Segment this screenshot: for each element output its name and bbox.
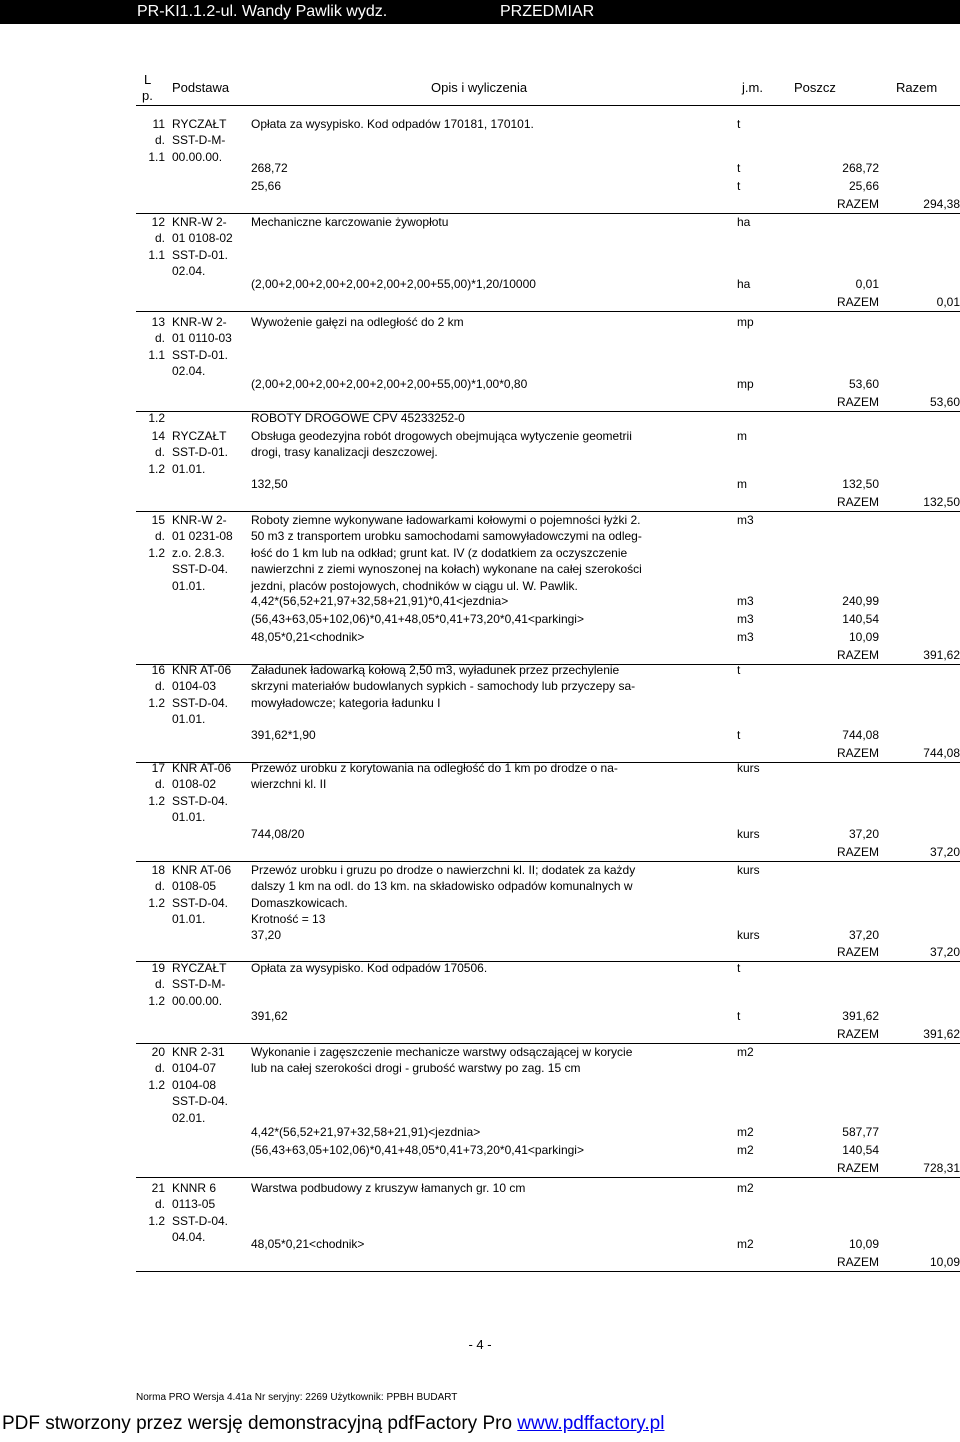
- razem-total: 53,60: [929, 395, 960, 409]
- item-basis: KNR-W 2-: [172, 513, 227, 527]
- item-basis: 01.01.: [172, 578, 206, 593]
- pdf-footer: [2, 1413, 664, 1435]
- item-description: Warstwa podbudowy z kruszyw łamanych gr. 10 cm: [251, 1181, 526, 1195]
- header-project: PR-KI1.1.2-ul. Wandy Pawlik wydz.: [137, 3, 388, 20]
- calc-unit: mp: [737, 377, 754, 391]
- item-basis: 0108-05: [172, 879, 217, 894]
- item-description: jezdni, placów postojowych, chodników w ciągu ul. W. Pawlik.: [251, 578, 578, 593]
- razem-row: [136, 1160, 960, 1176]
- table-row: [136, 512, 960, 528]
- item-description: Opłata za wysypisko. Kod odpadów 170181, 170101.: [251, 117, 534, 131]
- calc-row: [136, 826, 960, 842]
- razem-total: 132,50: [923, 495, 960, 509]
- table-row: [136, 862, 960, 878]
- item-number: d.: [154, 331, 165, 346]
- col-total: Razem: [896, 80, 938, 95]
- razem-row: [136, 745, 960, 761]
- razem-row: [136, 647, 960, 663]
- item-basis: 00.00.00.: [172, 993, 223, 1008]
- calc-expression: 37,20: [251, 928, 282, 942]
- cost-table: [136, 72, 960, 1269]
- column-header: [136, 72, 960, 106]
- calc-unit: kurs: [737, 827, 760, 841]
- item-basis: KNR 2-31: [172, 1045, 225, 1059]
- table-row: [136, 878, 960, 894]
- item-description: mowyładowcze; kategoria ładunku I: [251, 695, 441, 710]
- item-basis: z.o. 2.8.3.: [172, 545, 225, 560]
- item-basis: KNR AT-06: [172, 761, 232, 775]
- razem-label: RAZEM: [837, 1255, 879, 1269]
- table-row: [136, 314, 960, 330]
- item-basis: KNR AT-06: [172, 663, 232, 677]
- calc-quantity: 37,20: [848, 928, 879, 942]
- calc-row: [136, 727, 960, 743]
- item-basis: KNR-W 2-: [172, 315, 227, 329]
- calc-unit: m3: [737, 630, 754, 644]
- calc-row: [136, 476, 960, 492]
- calc-quantity: 240,99: [842, 594, 879, 608]
- table-row: [136, 678, 960, 694]
- table-row: [136, 230, 960, 246]
- item-unit: t: [737, 117, 741, 131]
- table-row: [136, 662, 960, 678]
- item-description: Roboty ziemne wykonywane ładowarkami kołowymi o pojemności łyżki 2.: [251, 513, 641, 527]
- item-description: skrzyni materiałów budowlanych sypkich - samochody lub przyczepy sa-: [251, 679, 636, 694]
- item-basis: RYCZAŁT: [172, 117, 227, 131]
- calc-quantity: 25,66: [848, 179, 879, 193]
- razem-row: [136, 844, 960, 860]
- calc-row: [136, 178, 960, 194]
- calc-expression: (2,00+2,00+2,00+2,00+2,00+2,00+55,00)*1,20/10000: [251, 277, 536, 291]
- item-unit: kurs: [737, 761, 760, 775]
- item-basis: SST-D-04.: [172, 1094, 229, 1109]
- razem-row: [136, 196, 960, 212]
- calc-unit: m2: [737, 1143, 754, 1157]
- razem-row: [136, 944, 960, 960]
- item-description: Mechaniczne karczowanie żywopłotu: [251, 215, 449, 229]
- item-number: d.: [154, 1061, 165, 1076]
- row-divider: [136, 1271, 960, 1272]
- table-row: [136, 1077, 960, 1093]
- calc-row: [136, 1124, 960, 1140]
- item-number: 1.1: [148, 149, 165, 164]
- table-row: [136, 214, 960, 230]
- item-number: 19: [151, 961, 165, 975]
- razem-total: 391,62: [923, 1027, 960, 1041]
- calc-unit: t: [737, 161, 741, 175]
- col-lp: [144, 72, 153, 104]
- table-row: [136, 1180, 960, 1196]
- razem-total: 37,20: [929, 945, 960, 959]
- item-basis: 01.01.: [172, 461, 206, 476]
- calc-row: [136, 611, 960, 627]
- item-basis: 02.04.: [172, 264, 206, 279]
- item-number: 15: [151, 513, 165, 527]
- item-basis: SST-D-04.: [172, 562, 229, 577]
- item-unit: t: [737, 663, 741, 677]
- item-number: d.: [154, 231, 165, 246]
- table-row: [136, 911, 960, 927]
- calc-expression: 48,05*0,21<chodnik>: [251, 630, 365, 644]
- item-basis: 01 0231-08: [172, 529, 233, 544]
- item-number: d.: [154, 1197, 165, 1212]
- table-row: [136, 1044, 960, 1060]
- calc-row: [136, 1008, 960, 1024]
- calc-row: [136, 1142, 960, 1158]
- col-lp-top: L: [144, 72, 152, 87]
- calc-quantity: 0,01: [855, 277, 879, 291]
- razem-label: RAZEM: [837, 395, 879, 409]
- item-basis: 0113-05: [172, 1197, 216, 1212]
- table-row: [136, 1093, 960, 1109]
- item-number: 1.2: [148, 695, 165, 710]
- table-row: [136, 116, 960, 132]
- razem-total: 744,08: [923, 746, 960, 760]
- calc-row: [136, 160, 960, 176]
- razem-label: RAZEM: [837, 1027, 879, 1041]
- table-row: [136, 793, 960, 809]
- item-basis: SST-D-M-: [172, 133, 226, 148]
- item-basis: 0104-08: [172, 1077, 217, 1092]
- item-basis: 01 0108-02: [172, 231, 233, 246]
- item-basis: 02.04.: [172, 364, 206, 379]
- razem-total: 0,01: [936, 295, 960, 309]
- calc-expression: 4,42*(56,52+21,97+32,58+21,91)<jezdnia>: [251, 1125, 481, 1139]
- row-divider: [136, 311, 960, 312]
- item-number: 1.2: [148, 895, 165, 910]
- item-description: wierzchni kl. II: [251, 777, 327, 792]
- calc-row: [136, 276, 960, 292]
- razem-row: [136, 394, 960, 410]
- item-basis: 04.04.: [172, 1230, 206, 1245]
- table-row: [136, 330, 960, 346]
- item-basis: 02.01.: [172, 1110, 206, 1125]
- calc-unit: m3: [737, 612, 754, 626]
- item-basis: SST-D-01.: [172, 247, 229, 262]
- calc-unit: kurs: [737, 928, 760, 942]
- item-description: Krotność = 13: [251, 912, 326, 927]
- row-divider: [136, 1177, 960, 1178]
- calc-quantity: 53,60: [848, 377, 879, 391]
- item-basis: SST-D-01.: [172, 347, 229, 362]
- calc-unit: m3: [737, 594, 754, 608]
- razem-total: 294,38: [923, 197, 960, 211]
- table-row: [136, 809, 960, 825]
- razem-row: [136, 294, 960, 310]
- calc-expression: 744,08/20: [251, 827, 305, 841]
- col-unit: j.m.: [742, 80, 763, 95]
- table-row: [136, 247, 960, 263]
- calc-expression: (56,43+63,05+102,06)*0,41+48,05*0,41+73,20*0,41<parkingi>: [251, 612, 584, 626]
- item-basis: 01.01.: [172, 912, 206, 927]
- item-basis: SST-D-M-: [172, 977, 226, 992]
- item-description: lub na całej szerokości drogi - grubość warstwy po zag. 15 cm: [251, 1061, 581, 1076]
- razem-label: RAZEM: [837, 648, 879, 662]
- item-number: d.: [154, 133, 165, 148]
- table-row: [136, 776, 960, 792]
- item-basis: 01 0110-03: [172, 331, 232, 346]
- item-description: Przewóz urobku z korytowania na odległość do 1 km po drodze o na-: [251, 761, 618, 775]
- item-unit: m2: [737, 1045, 754, 1059]
- item-description: 50 m3 z transportem urobku samochodami samowyładowczymi na odleg-: [251, 529, 642, 544]
- pdf-footer-text: PDF stworzony przez wersję demonstracyjną pdfFactory Pro: [2, 1413, 518, 1434]
- calc-expression: (56,43+63,05+102,06)*0,41+48,05*0,41+73,20*0,41<parkingi>: [251, 1143, 584, 1157]
- item-unit: mp: [737, 315, 754, 329]
- item-number: 1.2: [148, 993, 165, 1008]
- calc-unit: ha: [737, 277, 751, 291]
- calc-expression: 391,62: [251, 1009, 288, 1023]
- item-number: d.: [154, 679, 165, 694]
- col-desc: Opis i wyliczenia: [431, 80, 528, 95]
- item-number: 1.1: [148, 347, 165, 362]
- table-row: [136, 711, 960, 727]
- razem-label: RAZEM: [837, 197, 879, 211]
- item-description: Przewóz urobku i gruzu po drodze o nawierzchni kl. II; dodatek za każdy: [251, 863, 636, 877]
- item-description: nawierzchni z ziemi wynoszonej na kołach) wykonane na całej szerokości: [251, 562, 642, 577]
- table-row: [136, 1196, 960, 1212]
- calc-expression: (2,00+2,00+2,00+2,00+2,00+2,00+55,00)*1,00*0,80: [251, 377, 528, 391]
- item-number: 11: [152, 117, 165, 131]
- item-description: Opłata za wysypisko. Kod odpadów 170506.: [251, 961, 488, 975]
- item-basis: RYCZAŁT: [172, 961, 227, 975]
- calc-expression: 268,72: [251, 161, 288, 175]
- item-unit: kurs: [737, 863, 760, 877]
- table-row: [136, 695, 960, 711]
- item-description: łość do 1 km lub na odkład; grunt kat. IV (z dodatkiem za oczyszczenie: [251, 545, 628, 560]
- item-number: d.: [154, 777, 165, 792]
- item-basis: SST-D-04.: [172, 1213, 229, 1228]
- calc-expression: 48,05*0,21<chodnik>: [251, 1237, 365, 1251]
- table-row: [136, 444, 960, 460]
- item-number: 1.2: [148, 461, 165, 476]
- table-row: [136, 578, 960, 594]
- calc-unit: m2: [737, 1125, 754, 1139]
- item-basis: 01.01.: [172, 712, 206, 727]
- item-basis: KNR-W 2-: [172, 215, 227, 229]
- calc-row: [136, 376, 960, 392]
- item-basis: 0108-02: [172, 777, 217, 792]
- table-row: [136, 976, 960, 992]
- razem-row: [136, 1026, 960, 1042]
- razem-total: 10,09: [929, 1255, 960, 1269]
- item-description: drogi, trasy kanalizacji deszczowej.: [251, 445, 438, 460]
- calc-quantity: 37,20: [848, 827, 879, 841]
- item-number: d.: [154, 879, 165, 894]
- section-number: 1.2: [148, 411, 165, 425]
- calc-quantity: 744,08: [842, 728, 879, 742]
- pdf-footer-link[interactable]: www.pdffactory.pl: [517, 1413, 665, 1434]
- table-row: [136, 1213, 960, 1229]
- table-row: [136, 895, 960, 911]
- item-basis: SST-D-04.: [172, 695, 229, 710]
- item-description: Domaszkowicach.: [251, 895, 348, 910]
- table-row: [136, 561, 960, 577]
- table-row: [136, 760, 960, 776]
- razem-total: 728,31: [923, 1161, 960, 1175]
- calc-expression: 132,50: [251, 477, 288, 491]
- col-qty: Poszcz: [794, 80, 836, 95]
- calc-unit: t: [737, 728, 741, 742]
- table-row: [136, 428, 960, 444]
- item-basis: 0104-07: [172, 1061, 217, 1076]
- item-basis: SST-D-04.: [172, 895, 229, 910]
- calc-quantity: 140,54: [842, 612, 879, 626]
- item-number: 12: [151, 215, 165, 229]
- calc-unit: t: [737, 179, 741, 193]
- item-description: Wywożenie gałęzi na odległość do 2 km: [251, 315, 464, 329]
- razem-label: RAZEM: [837, 1161, 879, 1175]
- item-basis: KNR AT-06: [172, 863, 232, 877]
- calc-quantity: 10,09: [848, 1237, 879, 1251]
- razem-label: RAZEM: [837, 495, 879, 509]
- item-number: d.: [154, 977, 165, 992]
- item-unit: m: [737, 429, 747, 443]
- section-title: ROBOTY DROGOWE CPV 45233252-0: [251, 411, 465, 425]
- item-number: 1.2: [148, 1213, 165, 1228]
- item-number: 17: [151, 761, 165, 775]
- item-basis: SST-D-01.: [172, 445, 229, 460]
- razem-label: RAZEM: [837, 295, 879, 309]
- item-number: 14: [151, 429, 165, 443]
- page-header: [0, 0, 960, 24]
- table-row: [136, 993, 960, 1009]
- calc-row: [136, 629, 960, 645]
- table-row: [136, 545, 960, 561]
- razem-label: RAZEM: [837, 945, 879, 959]
- col-base: Podstawa: [172, 80, 230, 95]
- razem-total: 37,20: [929, 845, 960, 859]
- item-unit: t: [737, 961, 741, 975]
- table-row: [136, 461, 960, 477]
- item-description: dalszy 1 km na odl. do 13 km. na składowisko odpadów komunalnych w: [251, 879, 633, 894]
- razem-label: RAZEM: [837, 845, 879, 859]
- item-number: d.: [154, 529, 165, 544]
- calc-row: [136, 1236, 960, 1252]
- item-number: 13: [151, 315, 165, 329]
- item-number: 21: [151, 1181, 165, 1195]
- item-number: 1.1: [148, 247, 165, 262]
- item-basis: 0104-03: [172, 679, 217, 694]
- header-divider: [136, 105, 960, 106]
- item-basis: KNNR 6: [172, 1181, 217, 1195]
- table-row: [136, 528, 960, 544]
- header-doc-type: PRZEDMIAR: [500, 3, 595, 20]
- calc-expression: 25,66: [251, 179, 282, 193]
- razem-row: [136, 1254, 960, 1270]
- razem-row: [136, 494, 960, 510]
- item-description: Obsługa geodezyjna robót drogowych obejmująca wytyczenie geometrii: [251, 429, 632, 443]
- item-number: 1.2: [148, 793, 165, 808]
- calc-quantity: 391,62: [842, 1009, 879, 1023]
- calc-quantity: 132,50: [842, 477, 879, 491]
- item-unit: m2: [737, 1181, 754, 1195]
- item-number: 18: [151, 863, 165, 877]
- item-unit: m3: [737, 513, 754, 527]
- item-basis: SST-D-04.: [172, 793, 229, 808]
- section-row: [136, 410, 960, 426]
- table-row: [136, 132, 960, 148]
- item-number: 16: [151, 663, 165, 677]
- item-number: 1.2: [148, 545, 165, 560]
- item-number: d.: [154, 445, 165, 460]
- calc-expression: 391,62*1,90: [251, 728, 316, 742]
- table-row: [136, 960, 960, 976]
- razem-total: 391,62: [923, 648, 960, 662]
- item-number: 20: [151, 1045, 165, 1059]
- item-description: Wykonanie i zagęszczenie mechanicze warstwy odsączającej w korycie: [251, 1045, 633, 1059]
- calc-expression: 4,42*(56,52+21,97+32,58+21,91)*0,41<jezdnia>: [251, 594, 509, 608]
- item-unit: ha: [737, 215, 751, 229]
- item-basis: 00.00.00.: [172, 149, 223, 164]
- col-lp-bot: p.: [142, 88, 153, 103]
- page-number: - 4 -: [468, 1337, 492, 1352]
- calc-quantity: 268,72: [842, 161, 879, 175]
- item-number: 1.2: [148, 1077, 165, 1092]
- item-basis: RYCZAŁT: [172, 429, 227, 443]
- item-basis: 01.01.: [172, 810, 206, 825]
- calc-unit: m: [737, 477, 747, 491]
- calc-unit: t: [737, 1009, 741, 1023]
- calc-quantity: 587,77: [842, 1125, 879, 1139]
- table-row: [136, 1060, 960, 1076]
- calc-row: [136, 593, 960, 609]
- calc-quantity: 10,09: [848, 630, 879, 644]
- calc-quantity: 140,54: [842, 1143, 879, 1157]
- calc-unit: m2: [737, 1237, 754, 1251]
- table-row: [136, 347, 960, 363]
- software-footer: Norma PRO Wersja 4.41a Nr seryjny: 2269 Użytkownik: PPBH BUDART: [136, 1392, 458, 1403]
- calc-row: [136, 927, 960, 943]
- razem-label: RAZEM: [837, 746, 879, 760]
- item-description: Załadunek ładowarką kołową 2,50 m3, wyładunek przez przechylenie: [251, 663, 620, 677]
